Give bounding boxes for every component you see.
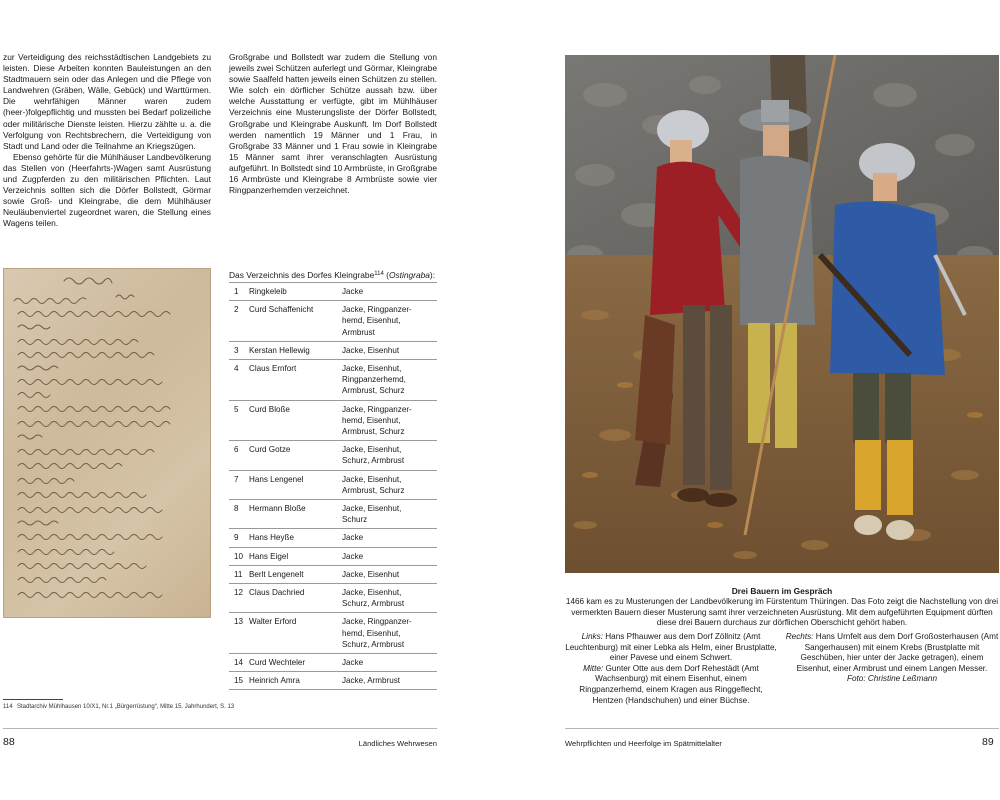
- manuscript-handwriting: [4, 269, 211, 618]
- table-row: [229, 565, 437, 583]
- caption-label: Links:: [581, 632, 603, 641]
- cell-equip: Jacke, Armbrust: [342, 672, 437, 690]
- caption-title: Drei Bauern im Gespräch: [731, 586, 833, 596]
- cell-equip: Jacke, Eisenhut, Schurz, Armbrust: [342, 441, 437, 470]
- cell-num: 6: [229, 441, 249, 470]
- caption-label: Mitte:: [583, 663, 604, 673]
- caption-text: Hans Urnfelt aus dem Dorf Großosterhausen (Amt Sangerhausen) mit einem Krebs (Brustplatte mit Geschüben, hier unter der Jacke getragen), einem Eisenhut, einer Armbrust und einem Langen Messer.: [796, 632, 999, 673]
- left-column-2: [229, 52, 437, 196]
- table-row: [229, 529, 437, 547]
- table-caption: [229, 269, 439, 281]
- running-head: Ländliches Wehrwesen: [358, 739, 437, 748]
- caption-right-column: [785, 632, 999, 685]
- cell-num: 15: [229, 672, 249, 690]
- cell-num: 9: [229, 529, 249, 547]
- page-number: 88: [3, 736, 15, 748]
- cell-name: Curd Bloße: [249, 400, 342, 441]
- cell-equip: Jacke, Eisenhut, Schurz: [342, 500, 437, 529]
- footnote-ref: 114: [374, 271, 384, 277]
- cell-name: Curd Gotze: [249, 441, 342, 470]
- cell-name: Heinrich Amra: [249, 672, 342, 690]
- caption-text: Das Verzeichnis des Dorfes Kleingrabe: [229, 270, 375, 280]
- table-row: [229, 341, 437, 359]
- cell-num: 3: [229, 341, 249, 359]
- footnote-rule: [3, 699, 63, 700]
- caption-italic: Ostingraba: [388, 270, 430, 280]
- cell-num: 5: [229, 400, 249, 441]
- caption-paren: ):: [429, 270, 436, 280]
- cell-num: 14: [229, 654, 249, 672]
- table-row: [229, 500, 437, 529]
- caption-left-column: [565, 632, 777, 706]
- table-row: [229, 301, 437, 342]
- caption-rechts: [785, 632, 999, 674]
- cell-equip: Jacke, Ringpanzer- hemd, Eisenhut, Schurz, Armbrust: [342, 613, 437, 654]
- cell-name: Curd Schaffenicht: [249, 301, 342, 342]
- photo-credit-text: Foto: Christine Leßmann: [846, 674, 938, 684]
- cell-name: Ringkeleib: [249, 283, 342, 301]
- photo-illustration: [565, 55, 999, 573]
- table-row: [229, 672, 437, 690]
- caption-text: Hans Pfhauwer aus dem Dorf Zöllnitz (Amt Leuchtenburg) mit einer Lebka als Helm, einer Brustplatte, einer Pavese und einem Schwert.: [565, 632, 777, 663]
- table-row: [229, 613, 437, 654]
- cell-equip: Jacke, Ringpanzer- hemd, Eisenhut, Armbrust, Schurz: [342, 400, 437, 441]
- footnote-number: 114: [3, 704, 13, 710]
- cell-equip: Jacke, Eisenhut, Ringpanzerhemd, Armbrust, Schurz: [342, 360, 437, 401]
- cell-num: 4: [229, 360, 249, 401]
- footer-rule: [565, 728, 999, 729]
- running-head: Wehrpflichten und Heerfolge im Spätmittelalter: [565, 739, 722, 748]
- reenactment-photo: [565, 55, 999, 573]
- table-row: [229, 441, 437, 470]
- table-row: [229, 654, 437, 672]
- cell-equip: Jacke, Ringpanzer- hemd, Eisenhut, Armbrust: [342, 301, 437, 342]
- paragraph: Großgrabe und Bollstedt war zudem die Stellung von jeweils zwei Schützen auferlegt und Görmar, Kleingrabe sowie Saalfeld hatten jeweils einen Schützen zu stellen. Wie solch ein dörflicher Schütze aussah bzw. über welche Ausstattung er verfügte, gibt im Mühlhäuser Verzeichnis eine Musterungsliste der Dörfer Bollstedt, Großgrabe und Kleingrabe Auskunft. Im Dorf Bollstedt werden namentlich 19 Männer und 1 Frau, in Großgrabe 33 Männer und 1 Frau sowie in Kleingrabe 15 Männer samt ihrer veranschlagten Ausrüstung aufgeführt. In Bollstedt sind 10 Armbrüste, in Großgrabe 16 Armbrüste und Kleingrabe 8 Armbrüste sowie vier Ringpanzerhemden verzeichnet.: [229, 52, 437, 196]
- table-row: [229, 547, 437, 565]
- cell-equip: Jacke, Eisenhut: [342, 341, 437, 359]
- cell-num: 8: [229, 500, 249, 529]
- cell-equip: Jacke: [342, 547, 437, 565]
- footnote-text: Stadtarchiv Mühlhausen 10/X1, Nr.1 „Bürgerrüstung“, Mitte 15. Jahrhundert, S. 13: [17, 704, 235, 710]
- caption-paren: (: [383, 270, 389, 280]
- table-row: [229, 584, 437, 613]
- cell-name: Hermann Bloße: [249, 500, 342, 529]
- caption-body: 1466 kam es zu Musterungen der Landbevölkerung im Fürstentum Thüringen. Das Foto zeigt die Nachstellung von drei vermerkten Bauern dieser Musterung samt ihrer verzeichneten Ausrüstung. Mit dem aufgeführten Equipment dürften diese drei Bauern durchaus zur dörflichen Oberschicht gehört haben.: [565, 597, 999, 628]
- cell-name: Hans Eigel: [249, 547, 342, 565]
- footer-rule: [3, 728, 437, 729]
- cell-name: Hans Lengenel: [249, 470, 342, 499]
- cell-equip: Jacke, Eisenhut, Schurz, Armbrust: [342, 584, 437, 613]
- cell-num: 7: [229, 470, 249, 499]
- table-row: [229, 360, 437, 401]
- cell-equip: Jacke: [342, 283, 437, 301]
- footnote: [3, 703, 303, 711]
- cell-name: Hans Heyße: [249, 529, 342, 547]
- cell-num: 13: [229, 613, 249, 654]
- cell-name: Curd Wechteler: [249, 654, 342, 672]
- manuscript-image: [3, 268, 211, 618]
- table-row: [229, 470, 437, 499]
- cell-num: 1: [229, 283, 249, 301]
- cell-num: 2: [229, 301, 249, 342]
- roster-table: [229, 282, 437, 690]
- paragraph: zur Verteidigung des reichsstädtischen Landgebiets zu leisten. Diese Arbeiten konnten Bauleistungen an den Stadtmauern sein oder das Anlegen und die Pflege von Landwehren (Gräben, Wälle, Gebück) und Warttürmen. Die wehrfähigen Männer waren zudem (heer-)folgepflichtig und mussten bei Bedarf polizeiliche oder militärische Dienste leisten. Hierzu zählte u. a. die Verfolgung von Rechtsbrechern, die Verteidigung von Stadt und Land oder die Teilnahme an Kriegszügen.: [3, 52, 211, 151]
- table-row: [229, 283, 437, 301]
- paragraph: Ebenso gehörte für die Mühlhäuser Landbevölkerung das Stellen von (Heerfahrts-)Wagen samt Ausrüstung und Zugpferden zu den militärischen Pflichten. Laut Verzeichnis sollten sich die Dörfer Bollstedt, Görmar sowie Groß- und Kleingrabe, die dem Mühlhäuser Neuläubenviertel zugeordnet waren, die Stellung eines Wagens teilen.: [3, 151, 211, 229]
- cell-name: Claus Ernfort: [249, 360, 342, 401]
- caption-text: Gunter Otte aus dem Dorf Rehestädt (Amt Wachsenburg) mit einem Eisenhut, einem Ringpanzerhemd, einem Kragen aus Ringgeflecht, Hentzen (Handschuhen) und einer Büchse.: [579, 663, 763, 705]
- cell-num: 11: [229, 565, 249, 583]
- cell-name: Berlt Lengenelt: [249, 565, 342, 583]
- cell-num: 12: [229, 584, 249, 613]
- cell-equip: Jacke, Eisenhut: [342, 565, 437, 583]
- page-number: 89: [982, 736, 994, 748]
- caption-label: Rechts:: [785, 632, 814, 641]
- caption-mitte: [565, 664, 777, 706]
- cell-name: Walter Erford: [249, 613, 342, 654]
- cell-equip: Jacke, Eisenhut, Armbrust, Schurz: [342, 470, 437, 499]
- cell-equip: Jacke: [342, 654, 437, 672]
- cell-equip: Jacke: [342, 529, 437, 547]
- cell-num: 10: [229, 547, 249, 565]
- left-column-1: [3, 52, 211, 230]
- photo-credit: [785, 674, 999, 685]
- table-row: [229, 400, 437, 441]
- cell-name: Claus Dachried: [249, 584, 342, 613]
- caption-links: [565, 632, 777, 664]
- cell-name: Kerstan Hellewig: [249, 341, 342, 359]
